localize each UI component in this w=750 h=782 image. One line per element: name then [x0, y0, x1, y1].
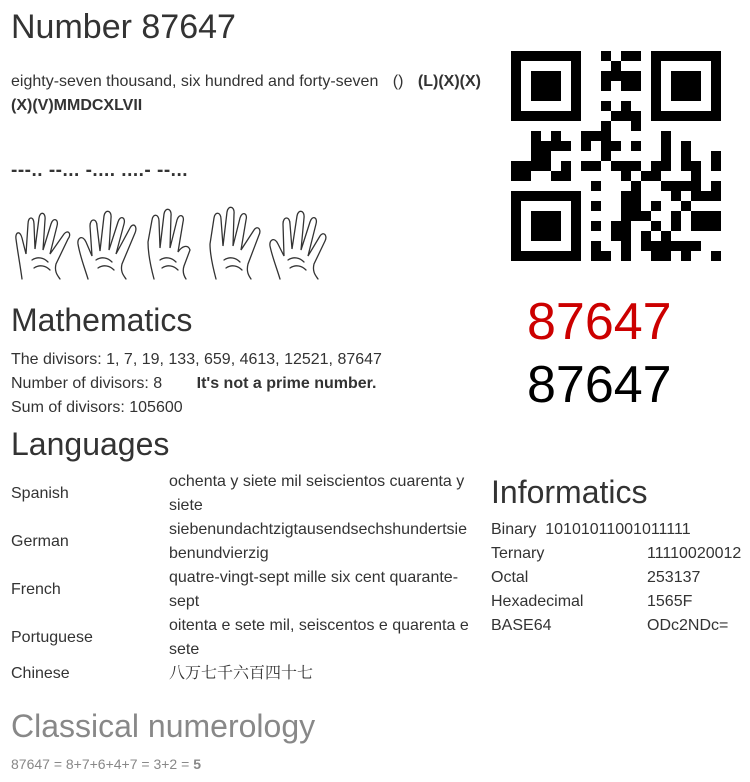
info-value: 11110020012 [647, 545, 742, 562]
informatics-table [491, 518, 741, 638]
languages-table [11, 470, 481, 686]
hand-sketch [270, 211, 326, 279]
numerology-heading: Classical numerology [11, 708, 316, 744]
info-value: ODc2NDc= [647, 617, 729, 634]
morse-code: ---.. --... -.... ....- --... [11, 160, 189, 181]
hand-sketch [16, 213, 70, 279]
info-key: Hexadecimal [491, 593, 584, 610]
page-title: Number 87647 [11, 8, 236, 46]
language-row [11, 518, 481, 566]
divisor-sum: Sum of divisors: 105600 [11, 399, 183, 416]
info-key: BASE64 [491, 617, 552, 634]
binary-label: Binary [491, 521, 537, 538]
language-row [11, 470, 481, 518]
prime-note: It's not a prime number. [196, 375, 377, 392]
language-value: 八万七千六百四十七 [169, 665, 314, 682]
language-name: French [11, 581, 61, 598]
finger-count-hands [10, 204, 330, 282]
info-value: 1565F [647, 593, 693, 610]
info-row [491, 566, 741, 590]
divisor-count-line [11, 372, 382, 396]
language-name: Chinese [11, 665, 70, 682]
language-value: quatre-vingt-sept mille six cent quarante-sept [169, 569, 459, 610]
language-name: German [11, 533, 69, 550]
numerology-result: 5 [193, 756, 201, 772]
language-row [11, 662, 481, 686]
info-value: 253137 [647, 569, 701, 586]
language-row [11, 614, 481, 662]
info-row [491, 542, 741, 566]
language-name: Spanish [11, 485, 69, 502]
language-row [11, 566, 481, 614]
info-key: Octal [491, 569, 529, 586]
language-name: Portuguese [11, 629, 93, 646]
info-row [491, 614, 741, 638]
language-value: siebenundachtzigtausendsechshundertsiebenundvierzig [169, 521, 467, 562]
binary-row [491, 518, 741, 542]
hand-sketch [148, 209, 190, 279]
hand-sketch [210, 207, 260, 279]
language-value: oitenta e sete mil, seiscentos e quarenta e sete [169, 617, 469, 658]
info-row [491, 590, 741, 614]
divisor-count: Number of divisors: 8 [11, 375, 163, 392]
languages-heading: Languages [11, 426, 170, 462]
mathematics-section [11, 348, 382, 420]
number-display-black: 87647 [527, 356, 672, 414]
hand-sketch [78, 211, 136, 279]
numerology-expression: 87647 = 8+7+6+4+7 = 3+2 = [11, 756, 194, 772]
language-value: ochenta y siete mil seiscientos cuarenta y siete [169, 473, 465, 514]
qr-code-image [511, 51, 721, 261]
numerology-formula [11, 756, 201, 772]
divisors-list: The divisors: 1, 7, 19, 133, 659, 4613, 12521, 87647 [11, 351, 382, 368]
informatics-heading: Informatics [491, 474, 648, 510]
binary-value: 10101011001011111 [545, 521, 691, 538]
number-display-red: 87647 [527, 293, 672, 351]
roman-numeral: (L)(X)(X)(X)(V)MMDCXLVII [11, 73, 481, 114]
number-words [11, 70, 481, 118]
words-paren: () [392, 73, 404, 90]
words-text: eighty-seven thousand, six hundred and forty-seven [11, 73, 379, 90]
info-key: Ternary [491, 545, 545, 562]
mathematics-heading: Mathematics [11, 302, 193, 338]
